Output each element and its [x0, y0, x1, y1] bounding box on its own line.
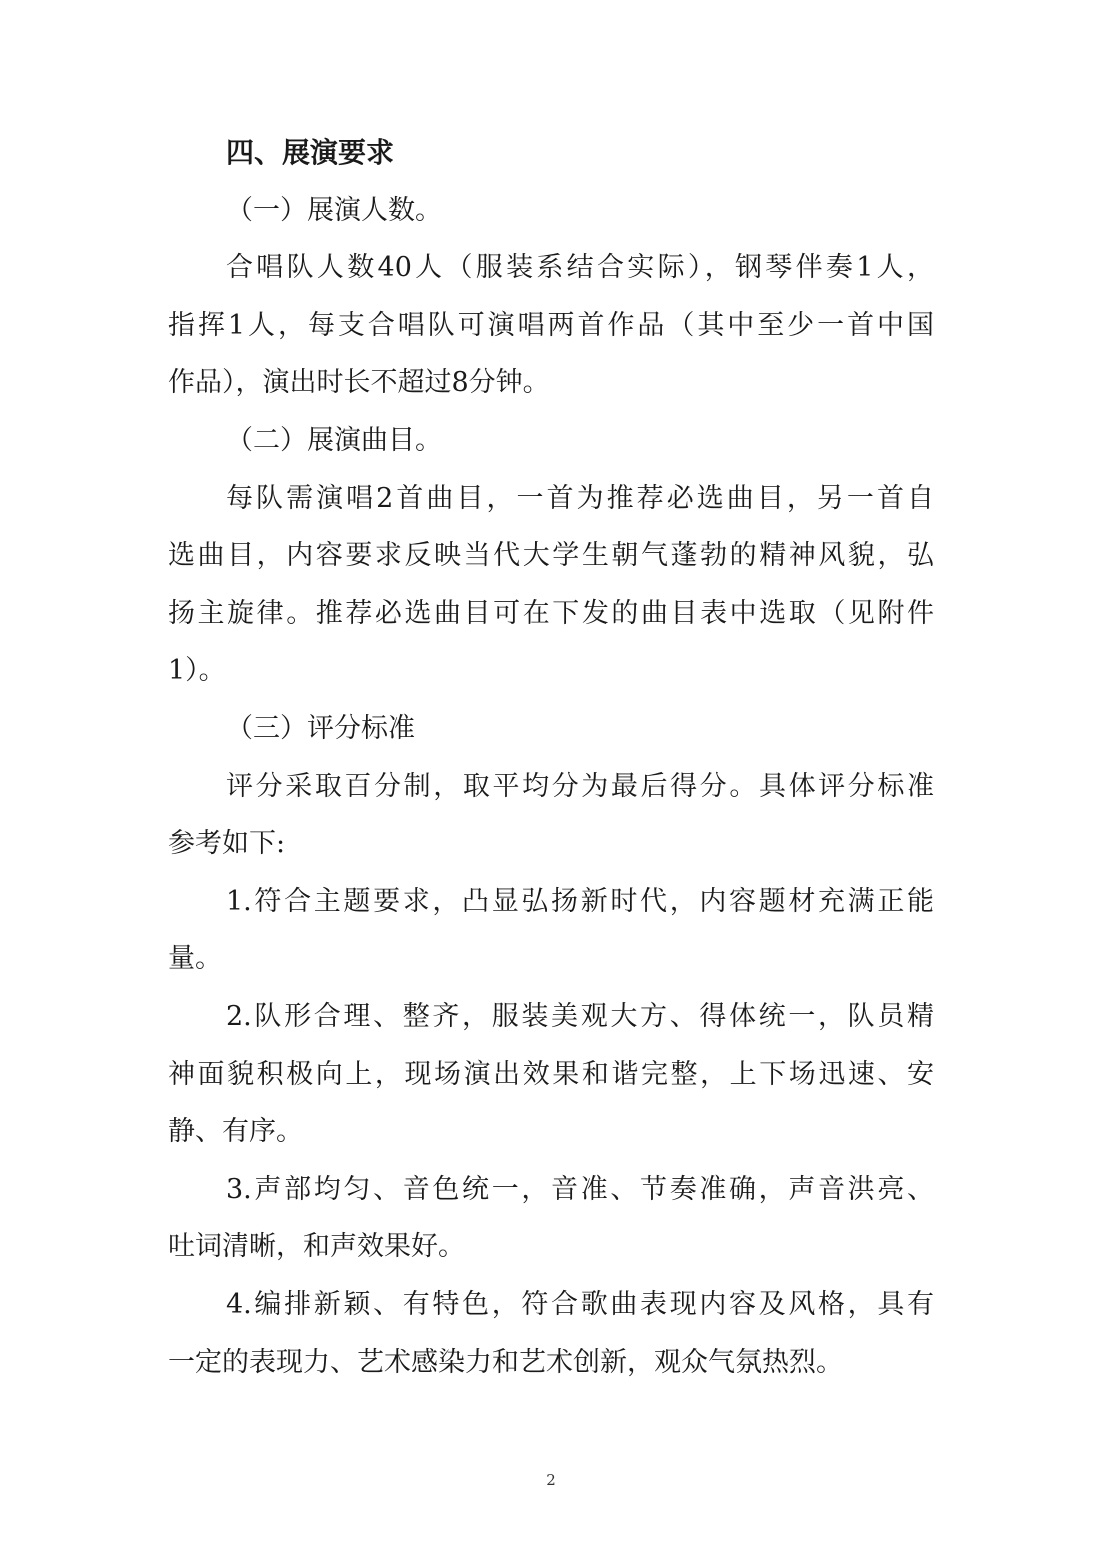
paragraph-line: 指挥1人，每支合唱队可演唱两首作品（其中至少一首中国	[168, 310, 934, 341]
list-item-line: 1.符合主题要求，凸显弘扬新时代，内容题材充满正能	[226, 886, 934, 917]
list-item-line: 一定的表现力、艺术感染力和艺术创新，观众气氛热烈。	[168, 1347, 843, 1378]
list-item-line: 量。	[168, 943, 222, 974]
list-item-line: 吐词清晰，和声效果好。	[168, 1231, 465, 1262]
section-heading: 四、展演要求	[226, 136, 395, 169]
paragraph-line: 参考如下:	[168, 828, 286, 859]
list-item-line: 静、有序。	[168, 1116, 303, 1147]
subsection-heading: （一）展演人数。	[226, 195, 442, 226]
page-number: 2	[546, 1471, 556, 1489]
paragraph-line: 合唱队人数40人（服装系结合实际），钢琴伴奏1人，	[226, 252, 934, 283]
subsection-heading: （二）展演曲目。	[226, 425, 442, 456]
paragraph-line: 选曲目，内容要求反映当代大学生朝气蓬勃的精神风貌，弘	[168, 540, 934, 571]
paragraph-line: 扬主旋律。推荐必选曲目可在下发的曲目表中选取（见附件	[168, 598, 934, 629]
list-item-line: 3.声部均匀、音色统一，音准、节奏准确，声音洪亮、	[226, 1174, 934, 1205]
subsection-heading: （三）评分标准	[226, 713, 415, 744]
list-item-line: 4.编排新颖、有特色，符合歌曲表现内容及风格，具有	[226, 1289, 934, 1320]
list-item-line: 神面貌积极向上，现场演出效果和谐完整，上下场迅速、安	[168, 1059, 934, 1090]
paragraph-line: 评分采取百分制，取平均分为最后得分。具体评分标准	[226, 771, 934, 802]
paragraph-line: 作品），演出时长不超过8分钟。	[168, 367, 550, 398]
paragraph-line: 每队需演唱2首曲目，一首为推荐必选曲目，另一首自	[226, 483, 934, 514]
paragraph-line: 1）。	[168, 655, 226, 686]
list-item-line: 2.队形合理、整齐，服装美观大方、得体统一，队员精	[226, 1001, 934, 1032]
